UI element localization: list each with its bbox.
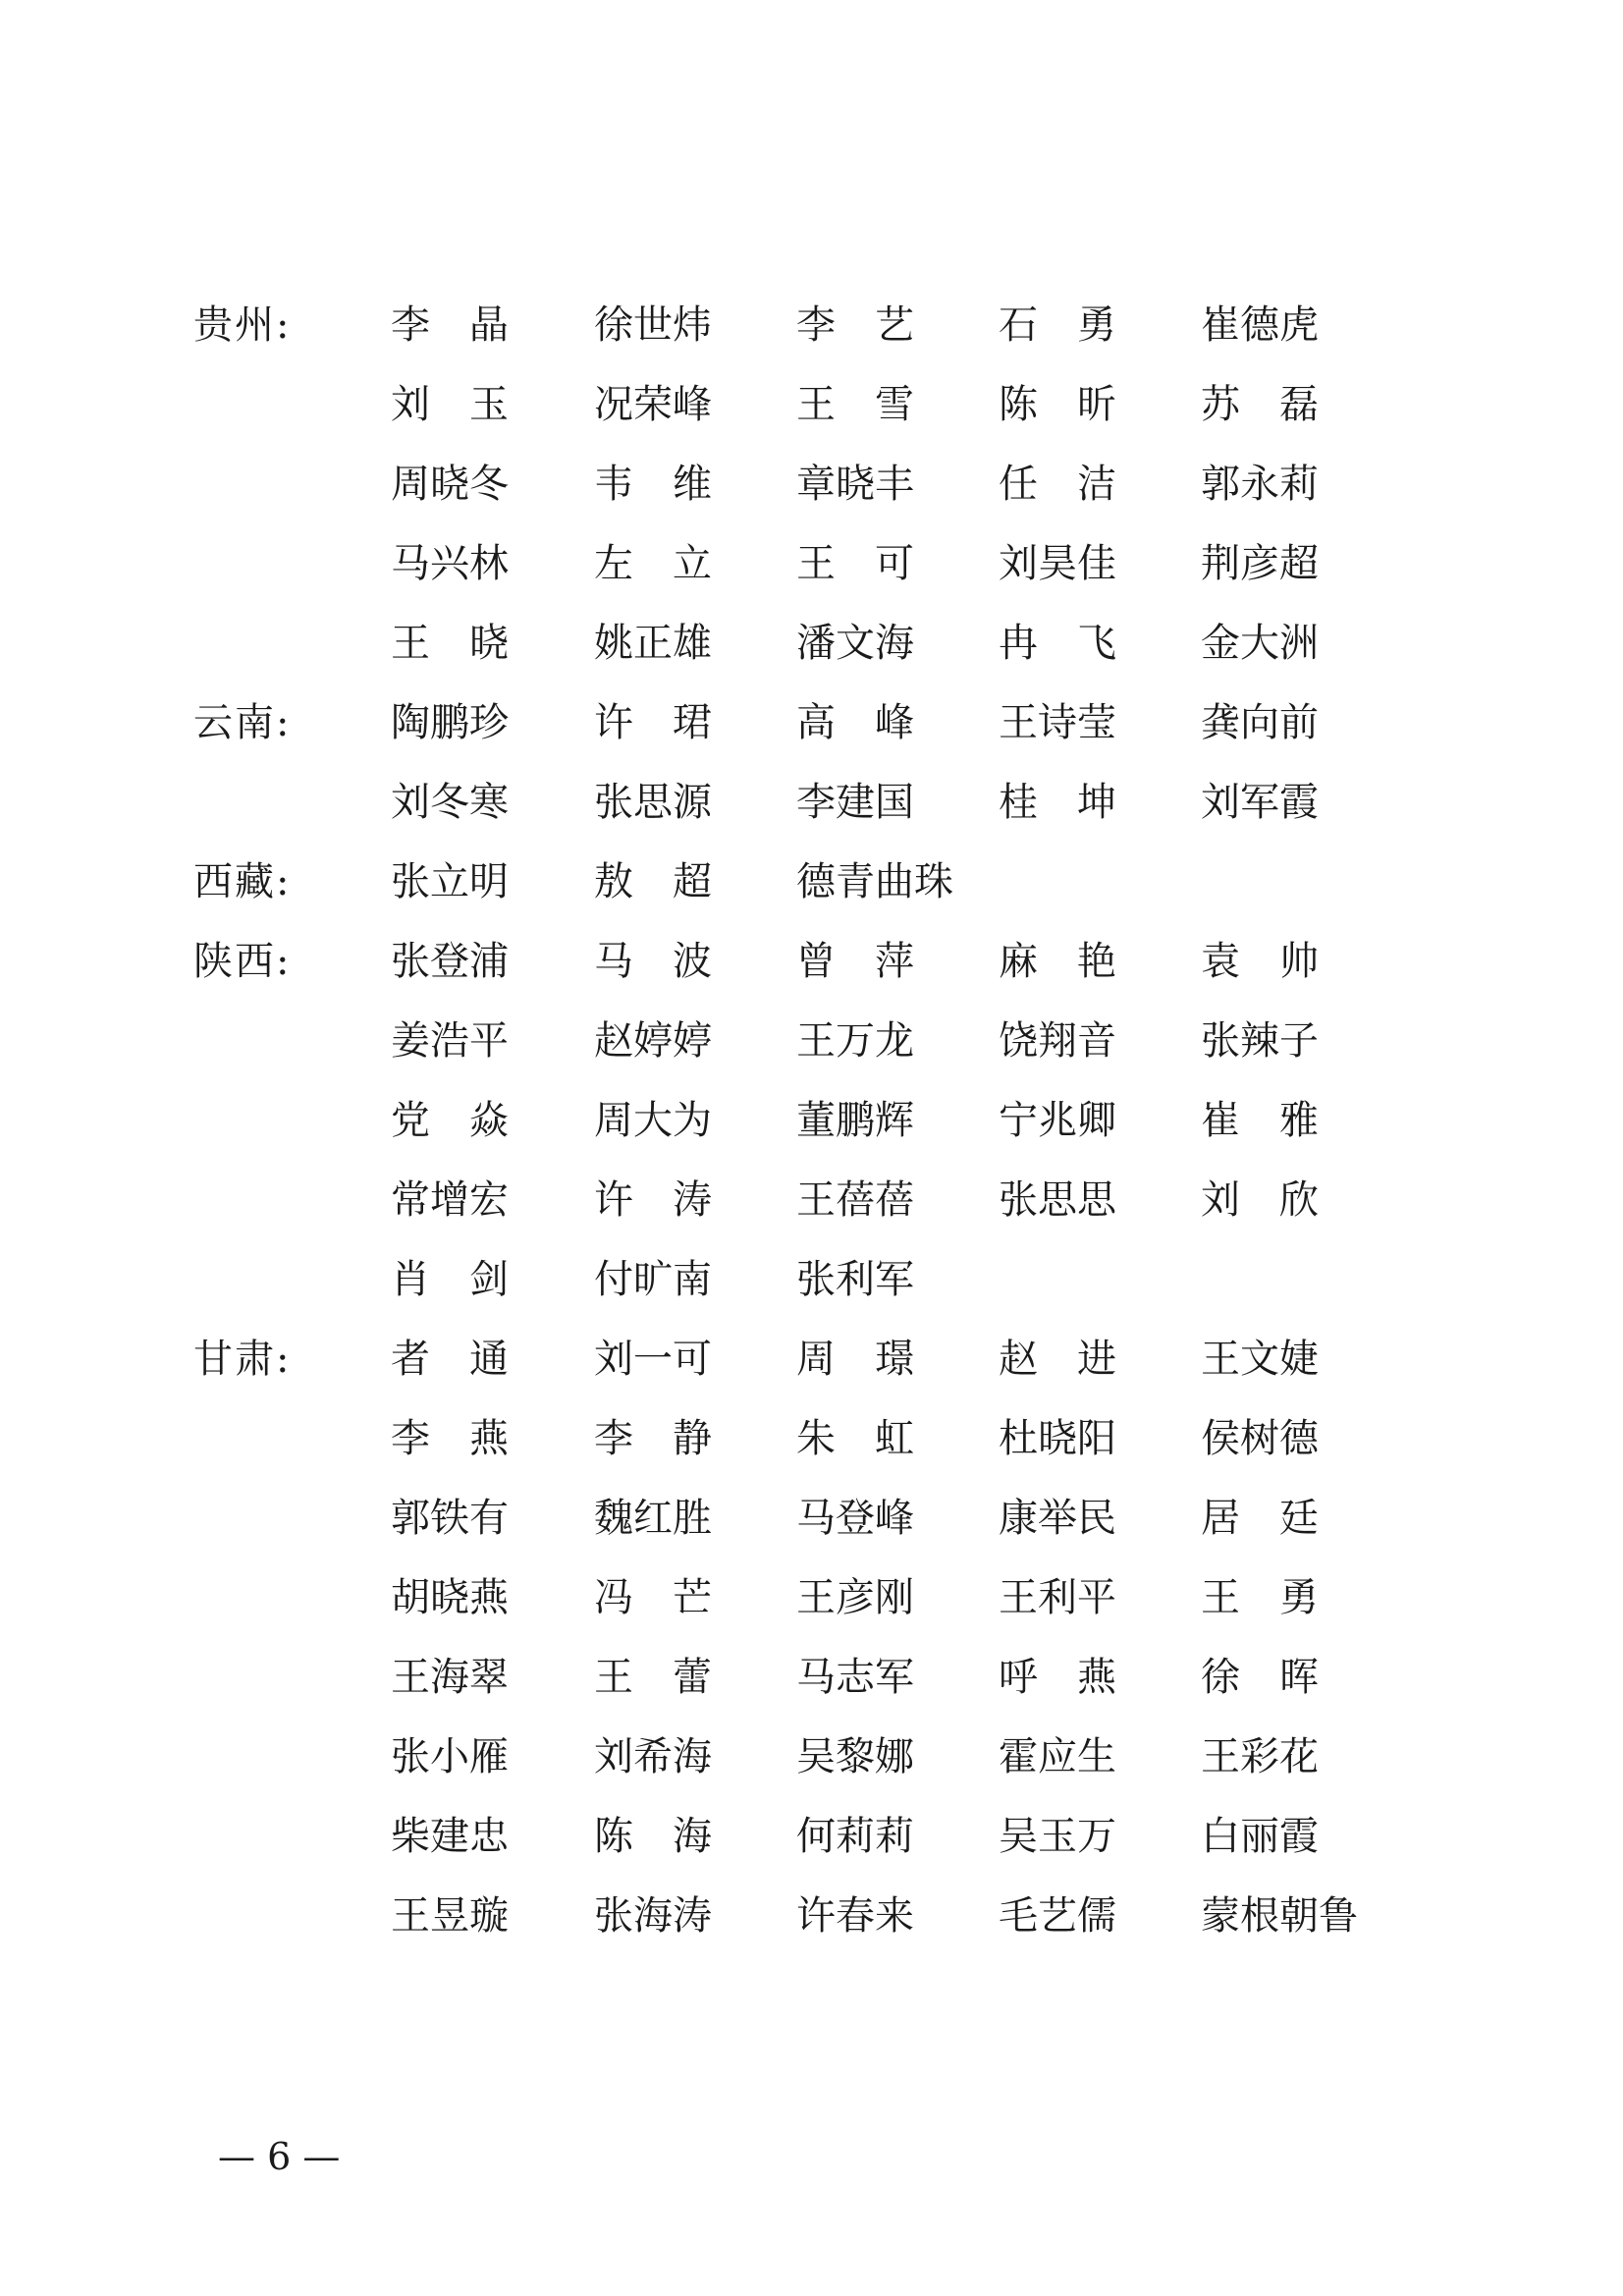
person-name: 刘 玉 — [391, 382, 509, 427]
person-name: 张登浦 — [391, 939, 509, 984]
person-name: 许春来 — [796, 1893, 914, 1939]
person-name: 居 廷 — [1201, 1496, 1319, 1541]
province-label: 西藏: — [193, 859, 292, 904]
roster-row — [193, 1254, 1431, 1334]
person-name: 崔德虎 — [1201, 302, 1319, 348]
person-name: 党 焱 — [391, 1098, 509, 1143]
person-name: 刘 欣 — [1201, 1177, 1319, 1223]
roster-row — [193, 459, 1431, 538]
person-name: 王文婕 — [1201, 1337, 1319, 1382]
province-label: 云南: — [193, 700, 292, 745]
roster-row — [193, 1095, 1431, 1175]
person-name: 周大为 — [594, 1098, 712, 1143]
person-name: 张思源 — [594, 780, 712, 825]
person-name: 王 雪 — [796, 382, 914, 427]
person-name: 张立明 — [391, 859, 509, 904]
roster-row — [193, 379, 1431, 459]
person-name: 陈 昕 — [999, 382, 1116, 427]
roster-row — [193, 1652, 1431, 1731]
person-name: 康举民 — [999, 1496, 1116, 1541]
roster-row — [193, 1015, 1431, 1095]
person-name: 王海翠 — [391, 1655, 509, 1700]
roster-row — [193, 936, 1431, 1015]
person-name: 李 晶 — [391, 302, 509, 348]
roster-row — [193, 777, 1431, 856]
person-name: 董鹏辉 — [796, 1098, 914, 1143]
person-name: 刘军霞 — [1201, 780, 1319, 825]
person-name: 左 立 — [594, 541, 712, 586]
person-name: 常增宏 — [391, 1177, 509, 1223]
person-name: 李 艺 — [796, 302, 914, 348]
person-name: 冯 芒 — [594, 1575, 712, 1620]
person-name: 胡晓燕 — [391, 1575, 509, 1620]
person-name: 毛艺儒 — [999, 1893, 1116, 1939]
roster-row — [193, 1572, 1431, 1652]
person-name: 敖 超 — [594, 859, 712, 904]
person-name: 高 峰 — [796, 700, 914, 745]
person-name: 王 蕾 — [594, 1655, 712, 1700]
province-label: 甘肃: — [193, 1337, 292, 1382]
person-name: 王蓓蓓 — [796, 1177, 914, 1223]
person-name: 王彩花 — [1201, 1734, 1319, 1779]
person-name: 李 静 — [594, 1416, 712, 1461]
person-name: 王 可 — [796, 541, 914, 586]
person-name: 崔 雅 — [1201, 1098, 1319, 1143]
roster-row — [193, 1175, 1431, 1254]
person-name: 曾 萍 — [796, 939, 914, 984]
person-name: 徐 晖 — [1201, 1655, 1319, 1700]
person-name: 赵 进 — [999, 1337, 1116, 1382]
person-name: 马志军 — [796, 1655, 914, 1700]
person-name: 张海涛 — [594, 1893, 712, 1939]
person-name: 郭永莉 — [1201, 462, 1319, 507]
person-name: 李建国 — [796, 780, 914, 825]
roster-row — [193, 1493, 1431, 1572]
person-name: 冉 飞 — [999, 621, 1116, 666]
person-name: 李 燕 — [391, 1416, 509, 1461]
person-name: 呼 燕 — [999, 1655, 1116, 1700]
person-name: 陶鹏珍 — [391, 700, 509, 745]
roster-row — [193, 618, 1431, 697]
person-name: 付旷南 — [594, 1257, 712, 1302]
person-name: 王昱璇 — [391, 1893, 509, 1939]
person-name: 刘希海 — [594, 1734, 712, 1779]
person-name: 袁 帅 — [1201, 939, 1319, 984]
person-name: 侯树德 — [1201, 1416, 1319, 1461]
person-name: 马兴林 — [391, 541, 509, 586]
person-name: 者 通 — [391, 1337, 509, 1382]
roster-row — [193, 1890, 1431, 1970]
person-name: 何莉莉 — [796, 1814, 914, 1859]
person-name: 宁兆卿 — [999, 1098, 1116, 1143]
province-label: 贵州: — [193, 302, 292, 348]
person-name: 张利军 — [796, 1257, 914, 1302]
person-name: 潘文海 — [796, 621, 914, 666]
roster-row — [193, 1334, 1431, 1413]
person-name: 荆彦超 — [1201, 541, 1319, 586]
person-name: 德青曲珠 — [796, 859, 953, 904]
person-name: 姚正雄 — [594, 621, 712, 666]
person-name: 吴黎娜 — [796, 1734, 914, 1779]
person-name: 王彦刚 — [796, 1575, 914, 1620]
person-name: 徐世炜 — [594, 302, 712, 348]
person-name: 张小雁 — [391, 1734, 509, 1779]
person-name: 况荣峰 — [594, 382, 712, 427]
person-name: 杜晓阳 — [999, 1416, 1116, 1461]
person-name: 饶翔音 — [999, 1018, 1116, 1064]
province-label: 陕西: — [193, 939, 292, 984]
person-name: 张思思 — [999, 1177, 1116, 1223]
person-name: 陈 海 — [594, 1814, 712, 1859]
person-name: 马登峰 — [796, 1496, 914, 1541]
person-name: 张辣子 — [1201, 1018, 1319, 1064]
person-name: 苏 磊 — [1201, 382, 1319, 427]
person-name: 柴建忠 — [391, 1814, 509, 1859]
person-name: 朱 虹 — [796, 1416, 914, 1461]
person-name: 蒙根朝鲁 — [1201, 1893, 1358, 1939]
person-name: 石 勇 — [999, 302, 1116, 348]
person-name: 魏红胜 — [594, 1496, 712, 1541]
person-name: 金大洲 — [1201, 621, 1319, 666]
person-name: 周 璟 — [796, 1337, 914, 1382]
person-name: 王利平 — [999, 1575, 1116, 1620]
roster-row — [193, 300, 1431, 379]
name-roster — [193, 300, 1431, 1970]
roster-row — [193, 1811, 1431, 1890]
person-name: 刘昊佳 — [999, 541, 1116, 586]
person-name: 王诗莹 — [999, 700, 1116, 745]
roster-row — [193, 1413, 1431, 1493]
person-name: 许 涛 — [594, 1177, 712, 1223]
person-name: 龚向前 — [1201, 700, 1319, 745]
person-name: 章晓丰 — [796, 462, 914, 507]
person-name: 王 晓 — [391, 621, 509, 666]
person-name: 韦 维 — [594, 462, 712, 507]
person-name: 王万龙 — [796, 1018, 914, 1064]
roster-row — [193, 538, 1431, 618]
person-name: 刘一可 — [594, 1337, 712, 1382]
roster-row — [193, 1731, 1431, 1811]
person-name: 任 洁 — [999, 462, 1116, 507]
person-name: 肖 剑 — [391, 1257, 509, 1302]
roster-row — [193, 697, 1431, 777]
person-name: 赵婷婷 — [594, 1018, 712, 1064]
person-name: 王 勇 — [1201, 1575, 1319, 1620]
person-name: 许 珺 — [594, 700, 712, 745]
person-name: 白丽霞 — [1201, 1814, 1319, 1859]
person-name: 吴玉万 — [999, 1814, 1116, 1859]
person-name: 周晓冬 — [391, 462, 509, 507]
person-name: 桂 坤 — [999, 780, 1116, 825]
person-name: 刘冬寒 — [391, 780, 509, 825]
page-number: — 6 — — [218, 2135, 341, 2178]
person-name: 郭铁有 — [391, 1496, 509, 1541]
person-name: 姜浩平 — [391, 1018, 509, 1064]
roster-row — [193, 856, 1431, 936]
person-name: 麻 艳 — [999, 939, 1116, 984]
person-name: 马 波 — [594, 939, 712, 984]
person-name: 霍应生 — [999, 1734, 1116, 1779]
